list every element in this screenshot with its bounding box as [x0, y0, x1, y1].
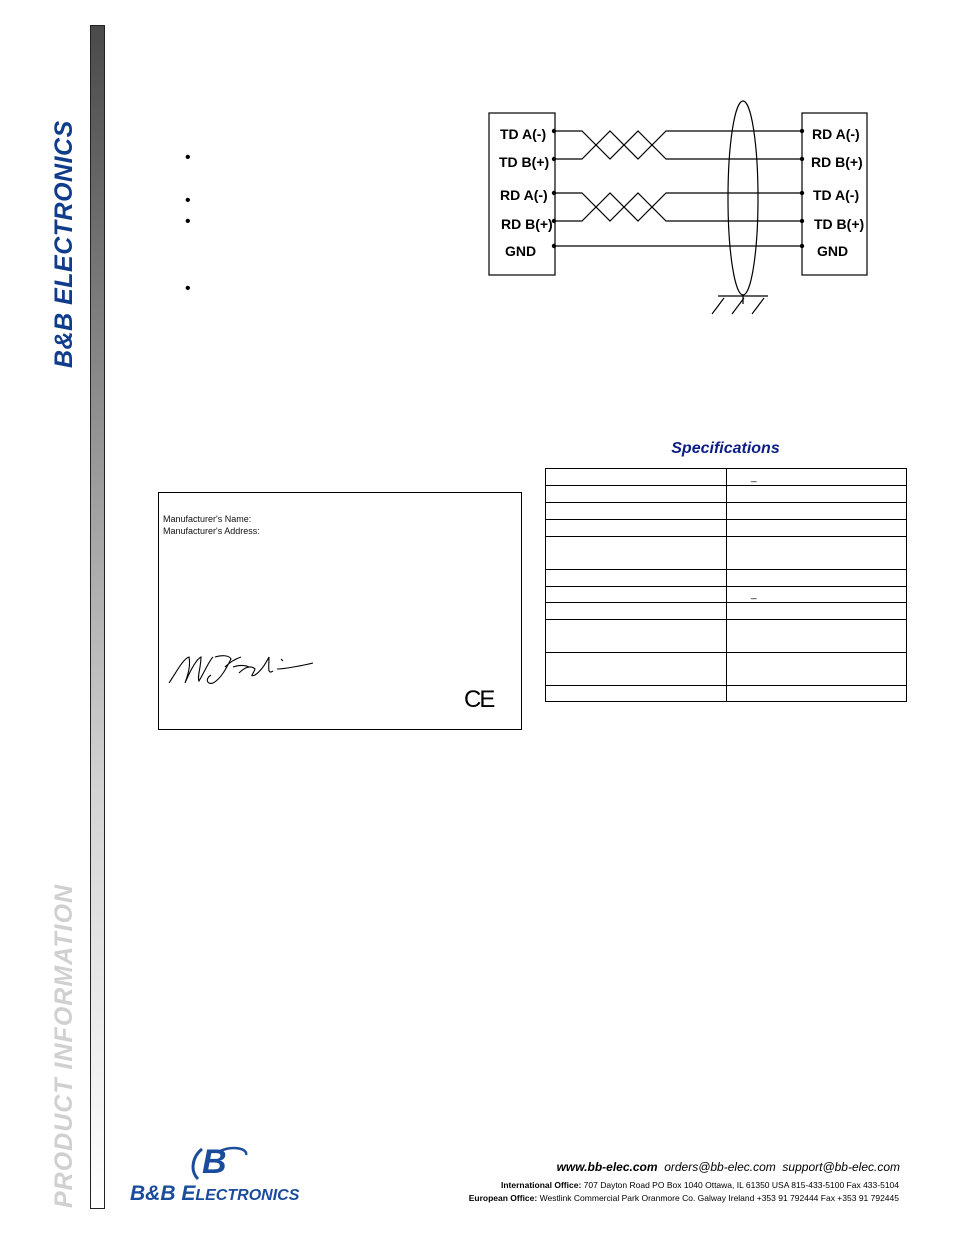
- spec-cell: [727, 520, 907, 537]
- spec-cell: [727, 686, 907, 702]
- manufacturer-name-label: Manufacturer's Name:: [163, 514, 252, 524]
- spec-cell: [546, 686, 727, 702]
- ce-mark: CE: [464, 686, 494, 713]
- table-row: [546, 537, 907, 570]
- sidebar-brand-text: B&B ELECTRONICS: [50, 120, 78, 368]
- international-office-text: 707 Dayton Road PO Box 1040 Ottawa, IL 61350 USA 815-433-5100 Fax 433-5104: [583, 1180, 899, 1190]
- spec-cell: [546, 486, 727, 503]
- bullet-point: •: [185, 149, 191, 166]
- right-label: RD A(-): [812, 126, 860, 142]
- spec-cell: [546, 620, 727, 653]
- left-label: GND: [505, 243, 537, 259]
- european-office-label: European Office:: [468, 1193, 538, 1203]
- bullet-point: •: [185, 280, 191, 297]
- spec-cell: [727, 486, 907, 503]
- left-label: TD A(-): [500, 126, 547, 142]
- logo-letter: B: [202, 1143, 227, 1181]
- logo-initial: E: [181, 1182, 196, 1205]
- footer-web-line: [557, 1160, 900, 1174]
- left-label: RD A(-): [500, 187, 548, 203]
- european-office-line: [469, 1193, 899, 1203]
- table-row: [546, 587, 907, 603]
- website-link[interactable]: www.bb-elec.com: [556, 1160, 658, 1174]
- specifications-table: [545, 468, 907, 702]
- european-office-text: Westlink Commercial Park Oranmore Co. Galway Ireland +353 91 792444 Fax +353 91 792445: [539, 1193, 899, 1203]
- spec-cell: [727, 653, 907, 686]
- spec-cell: [546, 653, 727, 686]
- right-label: RD B(+): [811, 154, 863, 170]
- specifications-title: Specifications: [671, 440, 780, 457]
- table-row: [546, 570, 907, 587]
- orders-email-link[interactable]: orders@bb-elec.com: [664, 1160, 776, 1174]
- table-row: [546, 503, 907, 520]
- spec-cell: [727, 570, 907, 587]
- spec-cell: [546, 537, 727, 570]
- declaration-box: [158, 492, 522, 730]
- spec-cell: [546, 570, 727, 587]
- spec-cell: [546, 503, 727, 520]
- support-email-link[interactable]: support@bb-elec.com: [782, 1160, 900, 1174]
- spec-cell: _: [727, 587, 907, 603]
- left-label: TD B(+): [499, 154, 550, 170]
- bullet-point: •: [185, 213, 191, 230]
- table-row: [546, 620, 907, 653]
- table-row: [546, 486, 907, 503]
- bullet-point: •: [185, 192, 191, 209]
- spec-cell: [727, 603, 907, 620]
- spec-cell: [546, 587, 727, 603]
- wiring-diagram: [486, 98, 870, 320]
- manufacturer-address-label: Manufacturer's Address:: [163, 526, 260, 536]
- spec-cell: [546, 603, 727, 620]
- spec-cell: _: [727, 469, 907, 486]
- logo-rest: LECTRONICS: [195, 1187, 300, 1204]
- table-row: [546, 653, 907, 686]
- sidebar-gradient-bar: [90, 25, 105, 1209]
- table-row: [546, 520, 907, 537]
- table-row: [546, 603, 907, 620]
- company-logo-text: [130, 1182, 299, 1206]
- international-office-line: [501, 1180, 899, 1190]
- logo-prefix: B&B: [130, 1182, 182, 1205]
- spec-cell: [727, 620, 907, 653]
- spec-cell: [727, 503, 907, 520]
- table-row: [546, 469, 907, 486]
- table-row: [546, 686, 907, 702]
- left-label: RD B(+): [501, 216, 553, 232]
- spec-cell: [546, 469, 727, 486]
- spec-cell: [546, 520, 727, 537]
- signature-image: [165, 645, 315, 691]
- right-label: TD A(-): [813, 187, 860, 203]
- company-logo-mark: [188, 1143, 250, 1185]
- sidebar-section-text: PRODUCT INFORMATION: [50, 883, 78, 1208]
- spec-cell: [727, 537, 907, 570]
- right-label: TD B(+): [814, 216, 865, 232]
- right-label: GND: [817, 243, 849, 259]
- international-office-label: International Office:: [500, 1180, 582, 1190]
